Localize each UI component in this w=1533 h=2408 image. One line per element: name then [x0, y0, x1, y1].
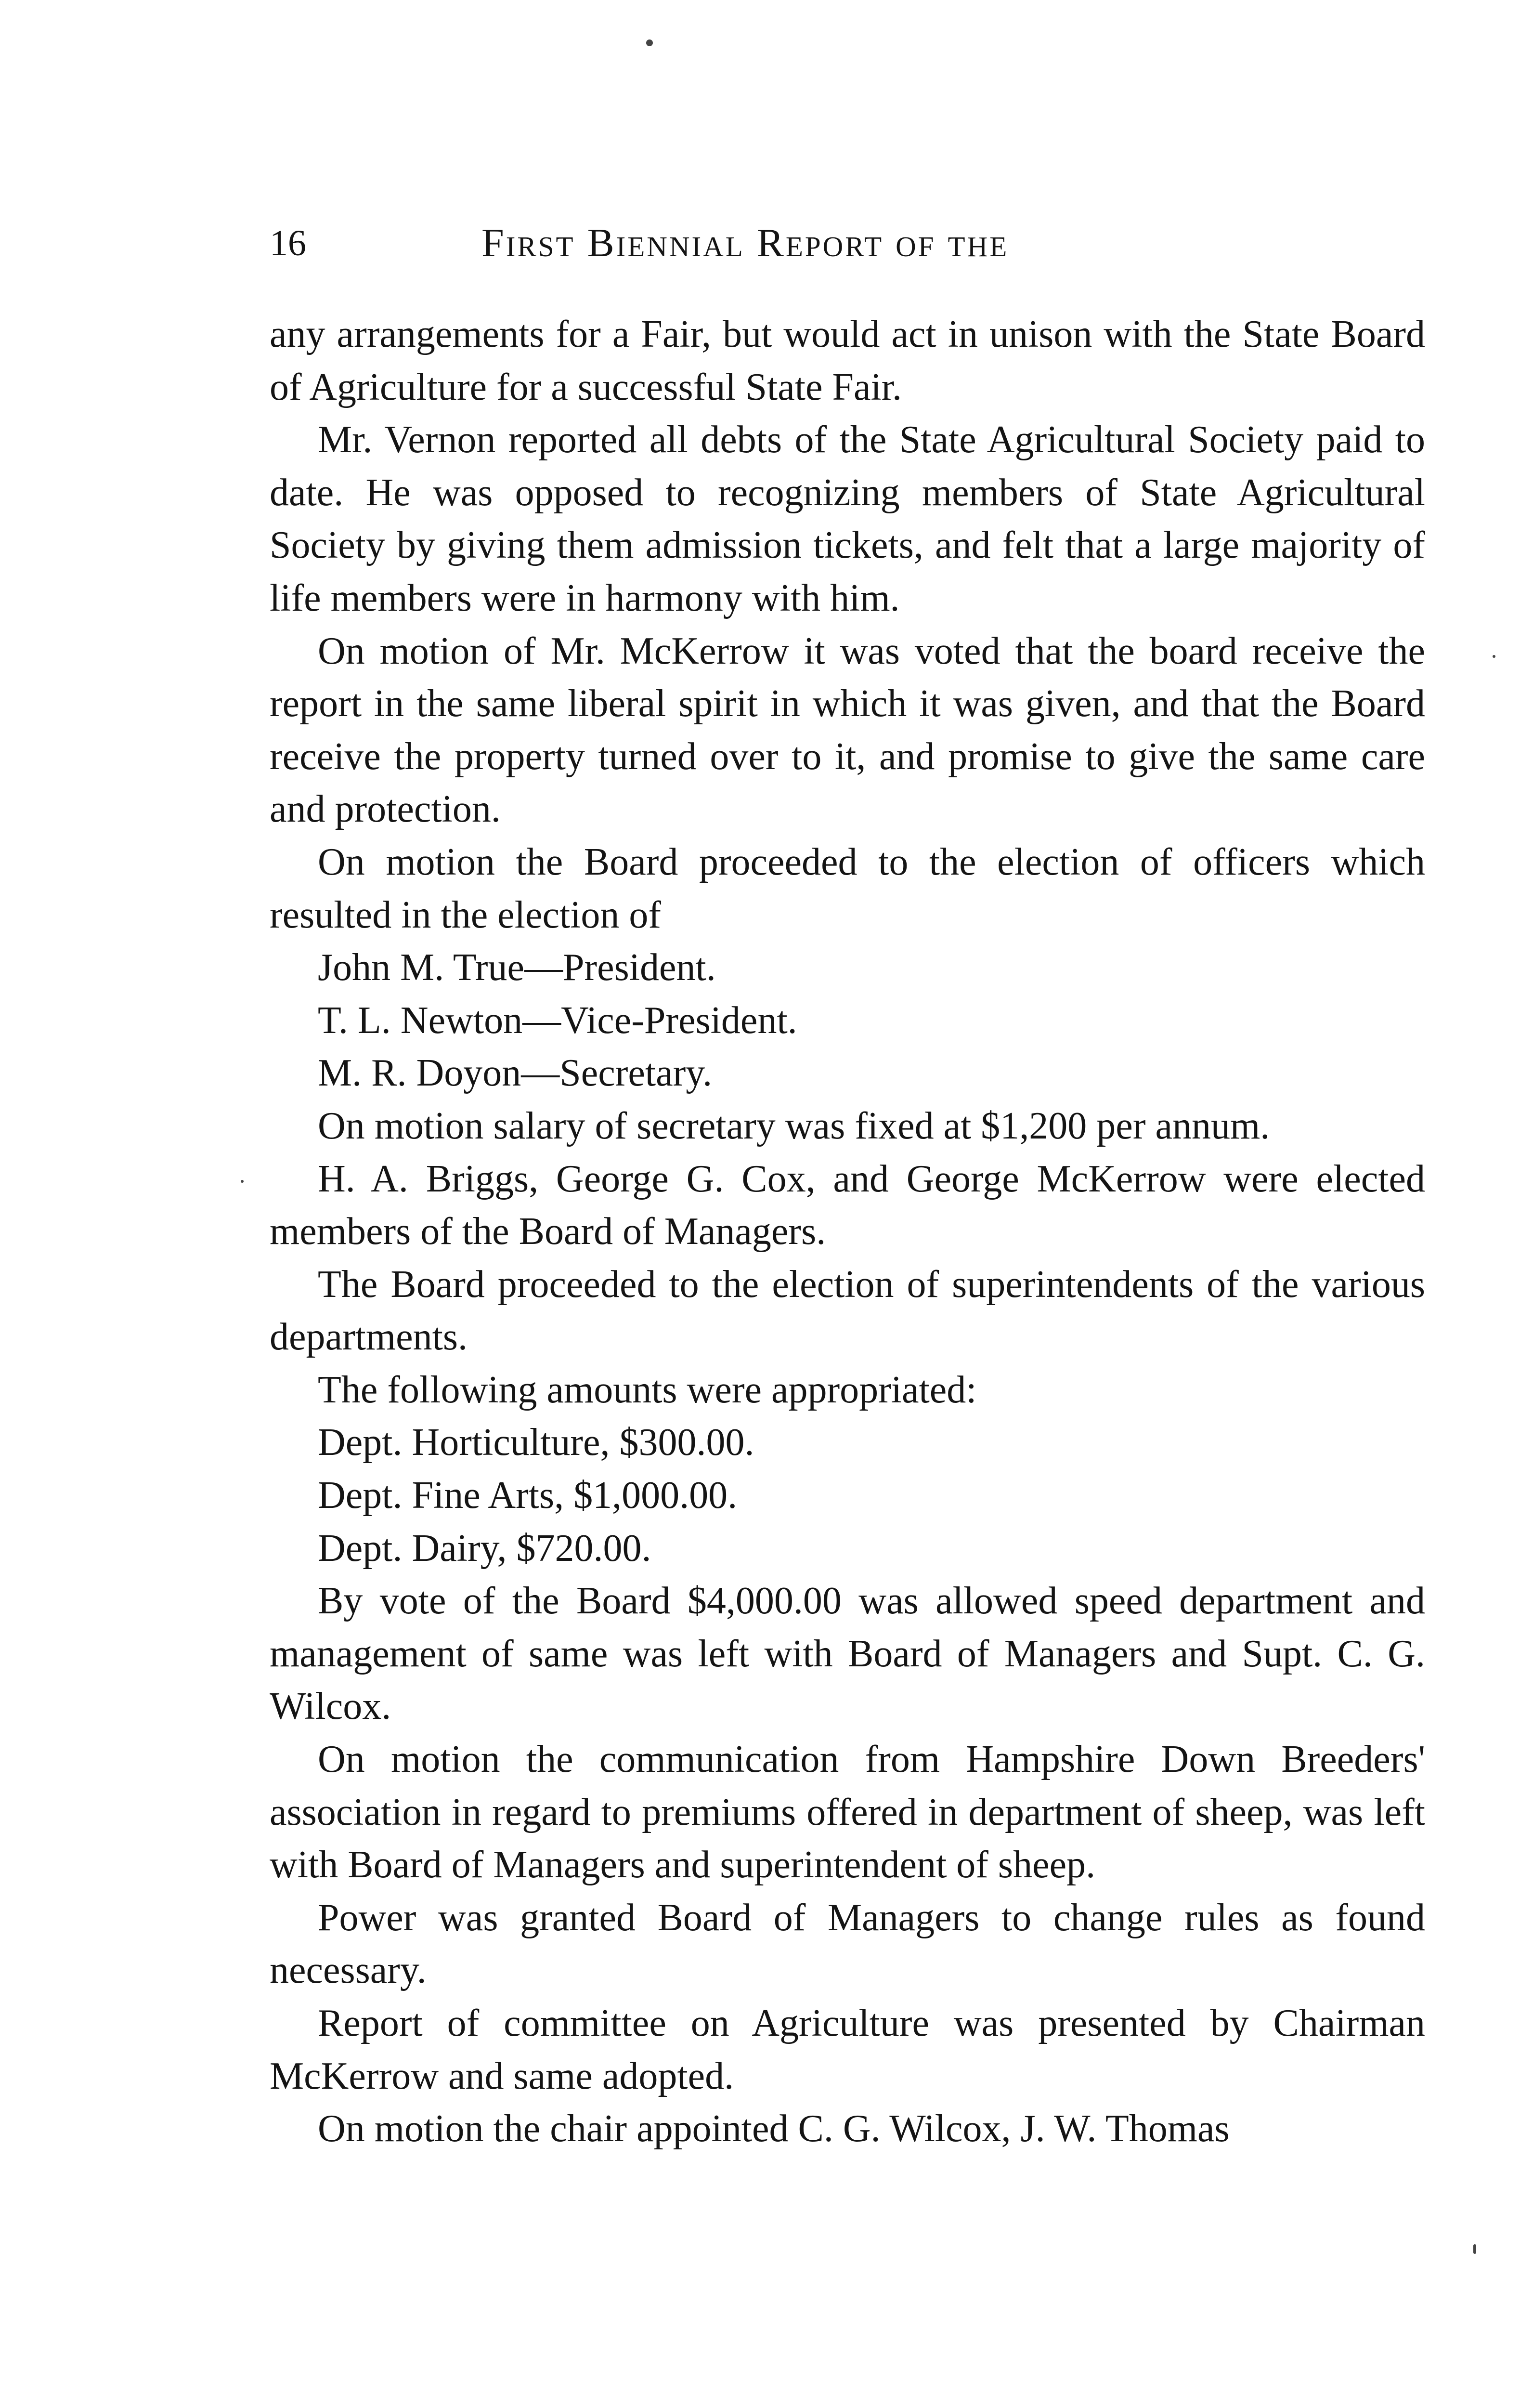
paragraph: Power was granted Board of Managers to change rules as found necessary.: [270, 1896, 1425, 1992]
appropriation-line: Dept. Horticulture, $300.00.: [318, 1421, 754, 1464]
page-number: 16: [270, 223, 306, 263]
paragraph: The following amounts were appropriated:: [318, 1368, 977, 1411]
page-header: [270, 212, 1435, 275]
paragraph: Report of committee on Agriculture was presented by Chairman McKerrow and same adopted.: [270, 2002, 1425, 2097]
appropriation-line: Dept. Dairy, $720.00.: [318, 1527, 651, 1570]
paragraph: On motion the chair appointed C. G. Wilcox, J. W. Thomas: [318, 2107, 1230, 2150]
paragraph: H. A. Briggs, George G. Cox, and George McKerrow were elected members of the Board of Managers.: [270, 1157, 1425, 1253]
paragraph: any arrangements for a Fair, but would act in unison with the State Board of Agriculture for a successful State Fair.: [270, 313, 1425, 408]
officer-line: John M. True—President.: [318, 946, 716, 989]
running-title: First Biennial Report of the: [481, 221, 1009, 265]
paragraph: On motion the communication from Hampshire Down Breeders' association in regard to premiums offered in department of sheep, was left with Board of Managers and superintendent of sheep.: [270, 1738, 1425, 1886]
paragraph: The Board proceeded to the election of superintendents of the various departments.: [270, 1263, 1425, 1359]
ink-speck: [1473, 2244, 1476, 2254]
paragraph: By vote of the Board $4,000.00 was allowed speed department and management of same was left with Board of Managers and Supt. C. G. Wilcox.: [270, 1580, 1425, 1728]
ink-speck: [241, 1180, 244, 1183]
paragraph: On motion the Board proceeded to the election of officers which resulted in the election of: [270, 840, 1425, 936]
appropriation-line: Dept. Fine Arts, $1,000.00.: [318, 1474, 738, 1517]
paragraph: On motion salary of secretary was fixed at $1,200 per annum.: [318, 1104, 1270, 1147]
paragraph: Mr. Vernon reported all debts of the State Agricultural Society paid to date. He was opposed to recognizing members of State Agricultural Society by giving them admission tickets, and felt that a large majority of life members were in harmony with him.: [270, 419, 1425, 619]
officer-line: T. L. Newton—Vice-President.: [318, 999, 797, 1042]
ink-speck: [646, 39, 653, 46]
officer-line: M. R. Doyon—Secretary.: [318, 1052, 713, 1095]
paragraph: On motion of Mr. McKerrow it was voted that the board receive the report in the same liberal spirit in which it was given, and that the Board receive the property turned over to it, and promise to give the same care and protection.: [270, 629, 1425, 831]
body-text: [270, 308, 1425, 2156]
ink-speck: [1493, 655, 1495, 658]
